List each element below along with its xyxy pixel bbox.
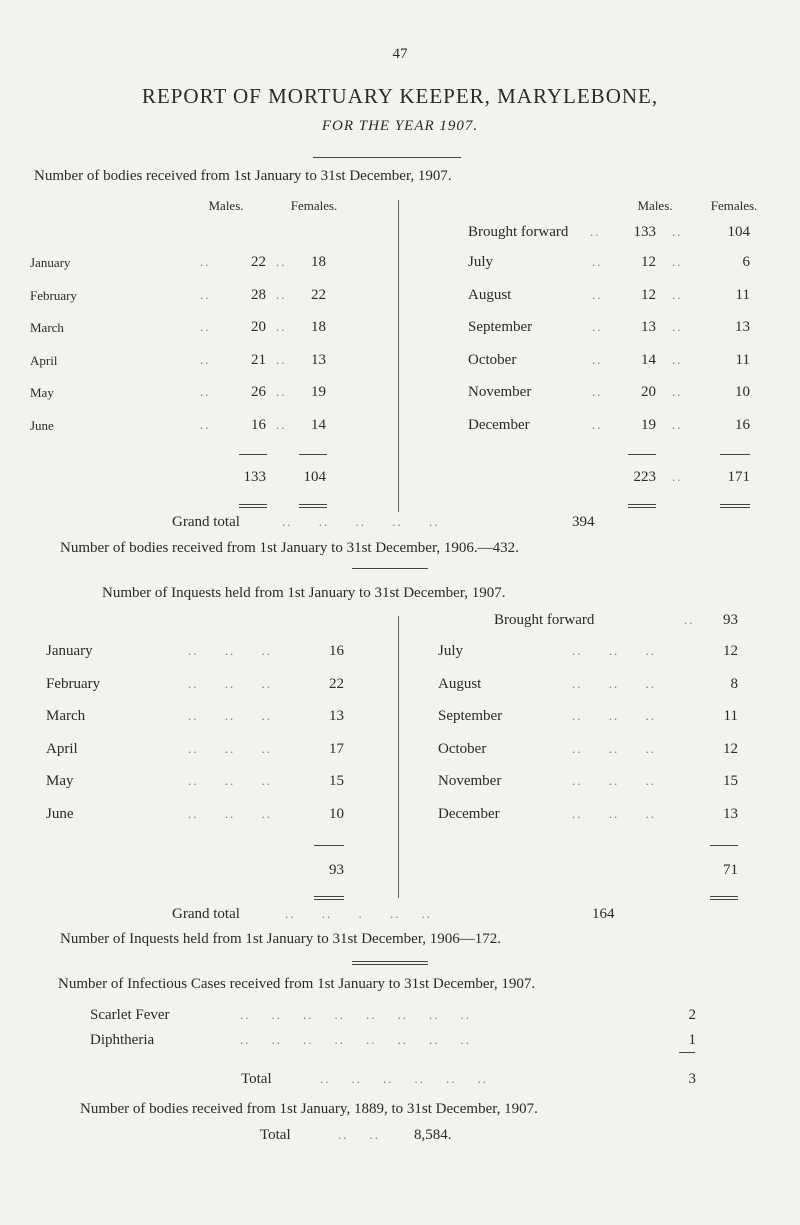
males-count: 21: [251, 352, 266, 368]
bodies-left-total-females: 104: [303, 469, 326, 485]
females-count: 6: [742, 254, 750, 270]
dot-leader: .. .. .. .. .. .. .. ..: [240, 1032, 471, 1047]
dot-leader: ..: [276, 254, 287, 269]
inquests-brought-forward-label: Brought forward: [494, 612, 595, 628]
month-label: May: [30, 385, 54, 400]
bodies-right-total-males: 223: [633, 469, 656, 485]
dot-leader: ..: [200, 287, 211, 302]
month-label: April: [30, 353, 58, 368]
dot-leader: ..: [276, 352, 287, 367]
inquest-count: 8: [730, 676, 738, 692]
double-rule: [299, 504, 327, 508]
males-count: 22: [251, 254, 266, 270]
double-rule: [720, 504, 750, 508]
males-count: 20: [641, 384, 656, 400]
inquest-count: 10: [329, 806, 344, 822]
dot-leader: .. .. ..: [188, 773, 272, 788]
section-rule: [352, 961, 428, 965]
dot-leader: .. .. . .. ..: [285, 906, 432, 921]
inquests-column-divider: [398, 616, 399, 898]
bodies-previous-year: Number of bodies received from 1st January to 31st December, 1906.—432.: [60, 540, 519, 556]
inquests-grand-total-label: Grand total: [172, 906, 240, 922]
males-count: 19: [641, 417, 656, 433]
since-1889-total: 8,584.: [414, 1127, 452, 1143]
males-count: 28: [251, 287, 266, 303]
bodies-left-females-header: Females.: [290, 198, 338, 213]
bodies-grand-total-label: Grand total: [172, 514, 240, 530]
dot-leader: .. .. ..: [188, 708, 272, 723]
infectious-heading: Number of Infectious Cases received from 1st January to 31st December, 1907.: [58, 976, 536, 992]
females-count: 18: [311, 254, 326, 270]
inquest-count: 13: [329, 708, 344, 724]
double-rule: [710, 896, 738, 900]
inquest-count: 22: [329, 676, 344, 692]
infectious-total-label: Total: [241, 1071, 272, 1087]
inquests-right-total: 71: [723, 862, 738, 878]
inquest-count: 12: [723, 741, 738, 757]
dot-leader: ..: [592, 352, 603, 367]
dot-leader: .. .. ..: [572, 773, 656, 788]
inquest-count: 11: [723, 708, 738, 724]
dot-leader: ..: [672, 417, 683, 432]
inquests-heading: Number of Inquests held from 1st January to 31st December, 1907.: [102, 585, 506, 601]
inquest-count: 13: [723, 806, 738, 822]
infectious-count: 2: [688, 1007, 696, 1023]
total-rule: [314, 845, 344, 846]
females-count: 13: [311, 352, 326, 368]
month-label: June: [46, 806, 74, 822]
double-rule: [239, 504, 267, 508]
double-rule: [314, 896, 344, 900]
females-count: 16: [735, 417, 750, 433]
dot-leader: ..: [672, 319, 683, 334]
males-count: 12: [641, 254, 656, 270]
dot-leader: .. .. ..: [572, 806, 656, 821]
month-label: November: [438, 773, 502, 789]
dot-leader: ..: [276, 384, 287, 399]
bodies-left-total-males: 133: [243, 469, 266, 485]
brought-forward-label: Brought forward: [468, 224, 569, 240]
month-label: January: [30, 255, 71, 270]
section-rule: [352, 568, 428, 569]
month-label: January: [46, 643, 93, 659]
dot-leader: ..: [592, 319, 603, 334]
month-label: December: [438, 806, 500, 822]
dot-leader: ..: [672, 384, 683, 399]
dot-leader: ..: [276, 417, 287, 432]
dot-leader: ..: [592, 384, 603, 399]
females-count: 19: [311, 384, 326, 400]
dot-leader: ..: [200, 384, 211, 399]
dot-leader: .. ..: [338, 1127, 380, 1142]
dot-leader: ..: [590, 224, 601, 239]
brought-forward-females: 104: [727, 224, 750, 240]
dot-leader: ..: [672, 224, 683, 239]
males-count: 13: [641, 319, 656, 335]
page-number: 47: [392, 46, 408, 62]
month-label: April: [46, 741, 78, 757]
females-count: 10: [735, 384, 750, 400]
total-rule: [299, 454, 327, 455]
dot-leader: .. .. ..: [188, 806, 272, 821]
dot-leader: ..: [592, 287, 603, 302]
inquest-count: 12: [723, 643, 738, 659]
dot-leader: .. .. ..: [188, 741, 272, 756]
inquest-count: 15: [723, 773, 738, 789]
dot-leader: ..: [200, 417, 211, 432]
month-label: October: [438, 741, 487, 757]
dot-leader: ..: [276, 287, 287, 302]
brought-forward-males: 133: [633, 224, 656, 240]
infectious-total: 3: [688, 1071, 696, 1087]
month-label: December: [468, 417, 530, 433]
dot-leader: ..: [592, 254, 603, 269]
dot-leader: ..: [592, 417, 603, 432]
males-count: 12: [641, 287, 656, 303]
month-label: August: [438, 676, 482, 692]
month-label: May: [46, 773, 74, 789]
dot-leader: ..: [672, 469, 683, 484]
dot-leader: .. .. ..: [572, 643, 656, 658]
since-1889-heading: Number of bodies received from 1st January, 1889, to 31st December, 1907.: [80, 1101, 538, 1117]
dot-leader: ..: [200, 254, 211, 269]
page-subtitle: FOR THE YEAR 1907.: [321, 118, 479, 134]
inquest-count: 16: [329, 643, 344, 659]
females-count: 11: [735, 287, 750, 303]
month-label: February: [30, 288, 77, 303]
females-count: 11: [735, 352, 750, 368]
inquests-brought-forward: 93: [723, 612, 738, 628]
dot-leader: .. .. .. .. ..: [282, 514, 440, 529]
inquests-left-total: 93: [329, 862, 344, 878]
month-label: February: [46, 676, 101, 692]
bodies-right-females-header: Females.: [710, 198, 758, 213]
total-rule: [239, 454, 267, 455]
dot-leader: .. .. ..: [188, 643, 272, 658]
males-count: 20: [251, 319, 266, 335]
bodies-grand-total: 394: [572, 514, 595, 530]
since-1889-total-label: Total: [260, 1127, 291, 1143]
males-count: 14: [641, 352, 656, 368]
dot-leader: .. .. ..: [572, 741, 656, 756]
bodies-heading: Number of bodies received from 1st January to 31st December, 1907.: [34, 168, 452, 184]
month-label: November: [468, 384, 532, 400]
dot-leader: ..: [200, 352, 211, 367]
month-label: July: [438, 643, 464, 659]
bodies-right-males-header: Males.: [637, 198, 673, 213]
dot-leader: ..: [276, 319, 287, 334]
males-count: 16: [251, 417, 266, 433]
total-rule: [628, 454, 656, 455]
month-label: July: [468, 254, 494, 270]
dot-leader: .. .. .. .. .. ..: [320, 1071, 488, 1086]
females-count: 18: [311, 319, 326, 335]
month-label: September: [468, 319, 533, 335]
title-rule: [313, 157, 461, 158]
total-rule: [720, 454, 750, 455]
females-count: 14: [311, 417, 326, 433]
inquest-count: 17: [329, 741, 344, 757]
females-count: 22: [311, 287, 326, 303]
month-label: October: [468, 352, 517, 368]
dot-leader: ..: [672, 352, 683, 367]
males-count: 26: [251, 384, 266, 400]
dot-leader: ..: [200, 319, 211, 334]
dot-leader: ..: [672, 254, 683, 269]
infectious-label: Scarlet Fever: [90, 1007, 170, 1023]
month-label: March: [46, 708, 86, 724]
page-title: REPORT OF MORTUARY KEEPER, MARYLEBONE,: [141, 84, 659, 108]
inquests-previous-year: Number of Inquests held from 1st January to 31st December, 1906—172.: [60, 931, 501, 947]
bodies-column-divider: [398, 200, 399, 512]
month-label: September: [438, 708, 503, 724]
infectious-label: Diphtheria: [90, 1032, 155, 1048]
dot-leader: .. .. .. .. .. .. .. ..: [240, 1007, 471, 1022]
females-count: 13: [735, 319, 750, 335]
dot-leader: .. .. ..: [572, 708, 656, 723]
month-label: March: [30, 320, 64, 335]
bodies-right-total-females: 171: [727, 469, 750, 485]
infectious-count: 1: [688, 1032, 696, 1048]
double-rule: [628, 504, 656, 508]
dot-leader: ..: [672, 287, 683, 302]
total-rule: [710, 845, 738, 846]
dot-leader: .. .. ..: [188, 676, 272, 691]
dot-leader: .. .. ..: [572, 676, 656, 691]
bodies-left-males-header: Males.: [208, 198, 244, 213]
month-label: August: [468, 287, 512, 303]
dot-leader: ..: [684, 612, 695, 627]
inquest-count: 15: [329, 773, 344, 789]
total-rule: [679, 1052, 695, 1053]
inquests-grand-total: 164: [592, 906, 615, 922]
month-label: June: [30, 418, 54, 433]
